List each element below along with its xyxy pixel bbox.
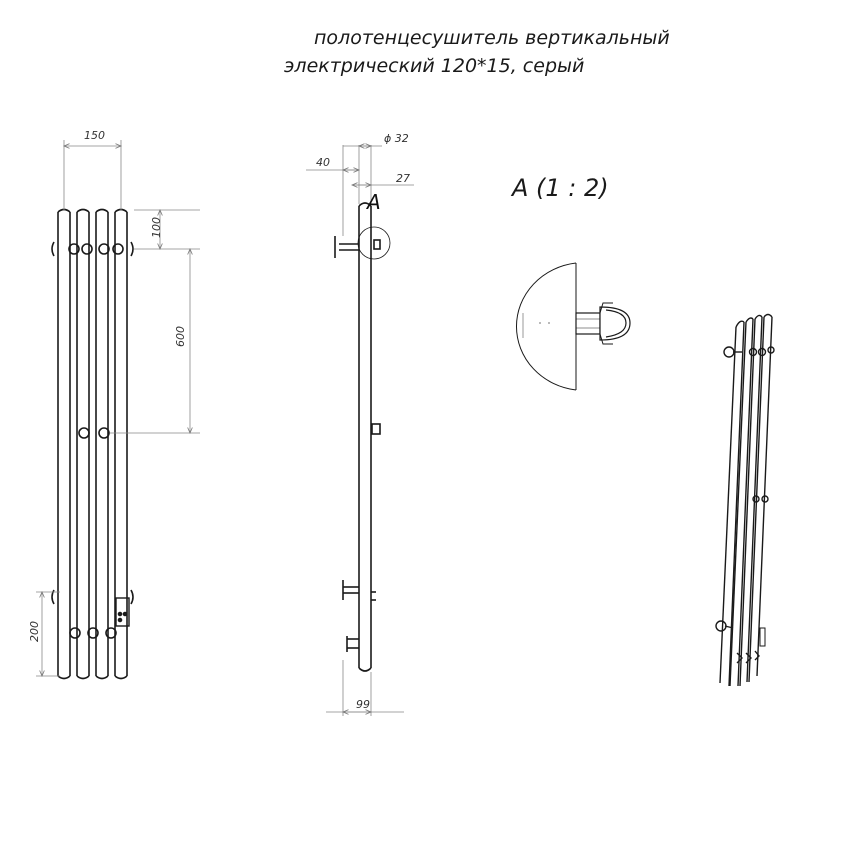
top-joints: [52, 242, 133, 256]
front-view: [52, 210, 133, 679]
dim-top-offset: 100: [150, 217, 163, 238]
dim-mount-spacing: 600: [174, 326, 187, 347]
detail-view-label: A (1 : 2): [512, 174, 609, 202]
detail-view: [516, 263, 630, 390]
title-line-2: электрический 120*15, серый: [284, 55, 585, 77]
detail-marker: A: [367, 190, 381, 214]
pipe-3: [96, 210, 108, 679]
dim-bottom-offset: 200: [28, 621, 41, 642]
side-view: [335, 203, 390, 671]
front-dimensions: [36, 140, 200, 676]
title-line-1: полотенцесушитель вертикальный: [314, 27, 670, 49]
iso-top-fittings: [724, 347, 774, 357]
detail-nut: [576, 303, 630, 344]
dim-pipe-offset: 27: [396, 172, 410, 185]
iso-pipes: [720, 315, 772, 687]
dim-pipe-diameter: ϕ 32: [384, 132, 409, 145]
pipe-4: [115, 210, 127, 679]
wall-bracket-top: [335, 236, 380, 258]
middle-joints: [79, 428, 109, 438]
wall-bracket-middle: [372, 424, 380, 434]
isometric-view: [716, 315, 774, 687]
dim-wall-offset: 40: [316, 156, 330, 169]
side-dimensions: [306, 145, 414, 716]
side-pipe: [359, 203, 371, 671]
dim-depth: 99: [356, 698, 370, 711]
pipe-2: [77, 210, 89, 679]
dim-width: 150: [84, 129, 105, 142]
pipe-1: [58, 210, 70, 679]
